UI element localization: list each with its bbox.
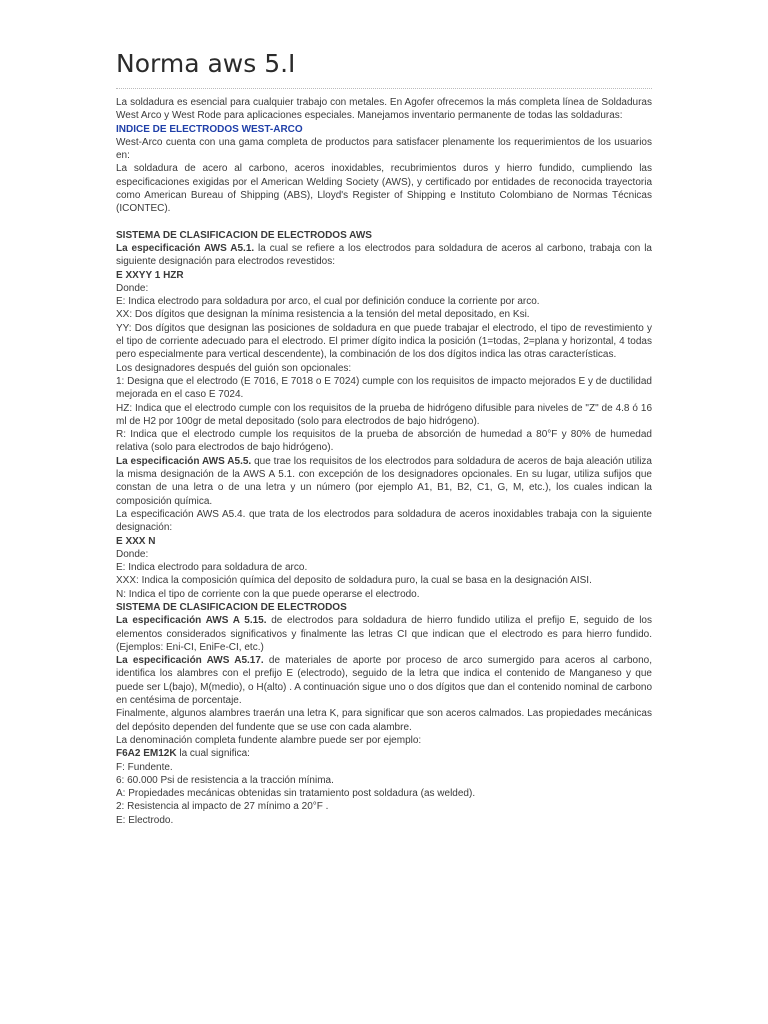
finalmente-paragraph: Finalmente, algunos alambres traerán una letra K, para significar que son aceros calmados. Las propiedades mecánicas del depósito dependen del fundente que se use con cada alambre. [116, 708, 652, 733]
definition-yy: YY: Dos dígitos que designan las posiciones de soldadura en que puede trabajar el electrodo, el tipo de revestimiento y el tipo de corriente adecuado para el electrodo. El primer dígito indica la posición (1=todas, 2=plana y horizontal, 4 todas pero especialmente para vertical descendente), la combinación de los dos dígitos indica las otras características. [116, 322, 652, 361]
document-body [116, 96, 652, 827]
index-heading: INDICE DE ELECTRODOS WEST-ARCO [116, 123, 303, 135]
donde-label-2: Donde: [116, 548, 149, 560]
definition-1: 1: Designa que el electrodo (E 7016, E 7018 o E 7024) cumple con los requisitos de impacto mejorados E y de ductilidad mejorada en el caso E 7024. [116, 375, 652, 401]
title-divider [116, 88, 652, 89]
donde-label: Donde: [116, 282, 149, 294]
west-arco-paragraph: West-Arco cuenta con una gama completa de productos para satisfacer plenamente los requerimientos de los usuarios en: [116, 136, 652, 162]
intro-paragraph: La soldadura es esencial para cualquier trabajo con metales. En Agofer ofrecemos la más completa línea de Soldaduras West Arco y West Rode para aplicaciones especiales. Manejamos inventario permanente de todas las soldaduras: [116, 97, 652, 122]
spacer [116, 216, 652, 229]
definition-xxx: XXX: Indica la composición química del deposito de soldadura puro, la cual se basa en la designación AISI. [116, 575, 592, 587]
definition-n: N: Indica el tipo de corriente con la que puede operarse el electrodo. [116, 588, 420, 600]
meaning-6: 6: 60.000 Psi de resistencia a la tracción mínima. [116, 774, 334, 786]
definition-xx: XX: Dos dígitos que designan la mínima resistencia a la tensión del metal depositado, en Ksi. [116, 309, 530, 321]
optional-designators: Los designadores después del guión son opcionales: [116, 362, 352, 374]
definition-hz: HZ: Indica que el electrodo cumple con los requisitos de la prueba de hidrógeno difusible para niveles de "Z" de 4.8 ó 16 ml de H2 por 100gr de metal depositado (solo para electrodos de bajo hidrógeno). [116, 402, 652, 427]
meaning-a: A: Propiedades mecánicas obtenidas sin tratamiento post soldadura (as welded). [116, 788, 476, 800]
meaning-f: F: Fundente. [116, 761, 173, 773]
definition-e: E: Indica electrodo para soldadura por arco, el cual por definición conduce la corriente por arco. [116, 296, 540, 308]
definition-r: R: Indica que el electrodo cumple los requisitos de la prueba de absorción de humedad a 80°F y 80% de humedad relativa (solo para electrodos de bajo hidrógeno). [116, 429, 652, 454]
page-title: Norma aws 5.I [116, 49, 296, 78]
designation-exxxn: E XXX N [116, 535, 156, 547]
spec-a51-paragraph: La especificación AWS A5.1. la cual se refiere a los electrodos para soldadura de aceros al carbono, trabaja con la siguiente designación para electrodos revestidos: [116, 242, 652, 268]
spec-a54-paragraph: La especificación AWS A5.4. que trata de los electrodos para soldadura de aceros inoxidables trabaja con la siguiente designación: [116, 508, 652, 534]
definition-e-2: E: Indica electrodo para soldadura de arco. [116, 562, 308, 574]
spec-a55-paragraph: La especificación AWS A5.5. que trae los requisitos de los electrodos para soldadura de aceros de baja aleación utiliza la misma designación de la AWS A 5.1. con excepción de los designadores opcionales. En su lugar, utiliza sufijos que constan de una letra o de una letra y un número (por ejemplo A1, B1, B2, C1, G, M, etc.), los cuales indican la composición química. [116, 455, 652, 507]
section-heading-electrodos: SISTEMA DE CLASIFICACION DE ELECTRODOS [116, 601, 347, 613]
spec-a515-paragraph: La especificación AWS A 5.15. de electrodos para soldadura de hierro fundido utiliza el prefijo E, seguido de los elementos considerados significativos y finalmente las letras CI que indican que el electrodo es para hierro fundido. (Ejemplos: Eni-CI, EniFe-CI, etc.) [116, 615, 652, 653]
meaning-2: 2: Resistencia al impacto de 27 mínimo a 20°F . [116, 801, 329, 813]
spec-a517-paragraph: La especificación AWS A5.17. de materiales de aporte por proceso de arco sumergido para aceros al carbono, identifica los alambres con el prefijo E (electrodo), seguido de la letra que indica el contenido de Manganeso y que puede ser L(bajo), M(medio), o H(alto) . A continuación sigue uno o dos dígitos que dan el contenido nominal de carbono en centésima de porcentaje. [116, 655, 652, 707]
example-f6a2: F6A2 EM12K la cual significa: [116, 748, 250, 760]
soldadura-paragraph: La soldadura de acero al carbono, aceros inoxidables, recubrimientos duros y hierro fundido, cumpliendo las especificaciones exigidas por el American Welding Society (AWS), y certificado por entidades de reconocida trayectoria como American Bureau of Shipping (ABS), Lloyd's Register of Shipping e Instituto Colombiano de Normas Técnicas (ICONTEC). [116, 163, 652, 215]
designation-exxyy: E XXYY 1 HZR [116, 269, 184, 281]
section-heading-aws: SISTEMA DE CLASIFICACION DE ELECTRODOS AWS [116, 229, 372, 241]
denominacion-paragraph: La denominación completa fundente alambre puede ser por ejemplo: [116, 734, 422, 746]
meaning-e: E: Electrodo. [116, 814, 174, 826]
